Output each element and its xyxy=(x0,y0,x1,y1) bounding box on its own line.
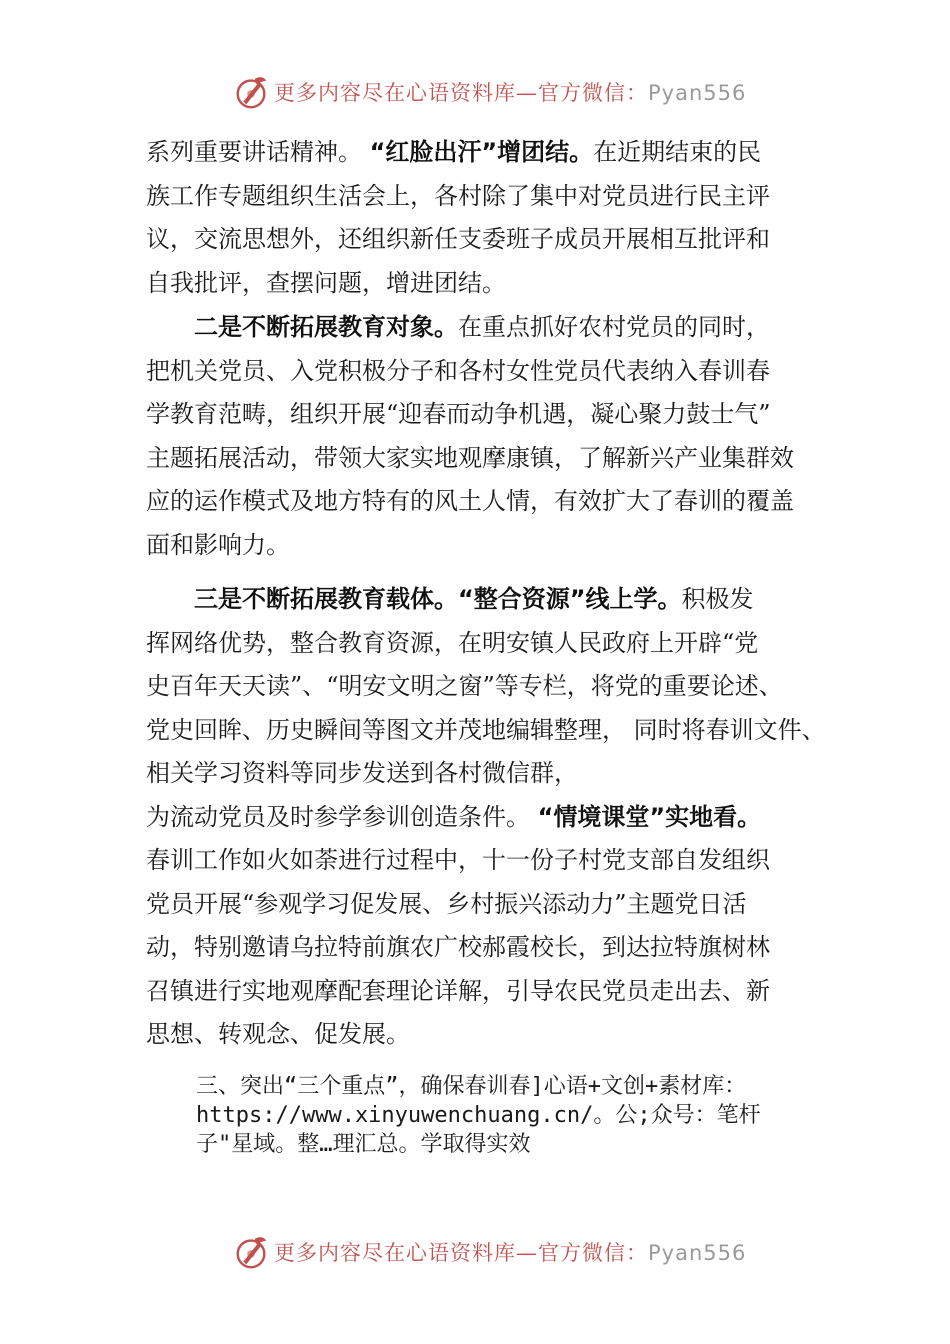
text-line: 主题拓展活动，带领大家实地观摩康镇，了解新兴产业集群效 xyxy=(146,443,794,472)
url-line: https://www.xinyuwenchuang.cn/。公;众号：笔杆 xyxy=(196,1103,761,1128)
footer-banner xyxy=(232,1232,746,1272)
wechat-id: Pyan556 xyxy=(648,81,747,105)
text-line: 学教育范畴，组织开展“迎春而动争机遇，凝心聚力鼓士气” xyxy=(146,400,771,428)
banner-text: 更多内容尽在心语资料库—官方微信： xyxy=(274,81,648,105)
text-line: 史百年天天读”、“明安文明之窗”等专栏，将党的重要论述、 xyxy=(146,672,783,700)
text-line: 系列重要讲话精神。 “红脸出汗”增团结。在近期结束的民 xyxy=(146,138,762,166)
text-line: 二是不断拓展教育对象。在重点抓好农村党员的同时， xyxy=(194,313,770,341)
text-line: 自我批评，查摆问题，增进团结。 xyxy=(146,268,506,297)
bold-heading: 三是不断拓展教育载体。“整合资源”线上学。 xyxy=(194,585,682,613)
bold-heading: “情境课堂”实地看。 xyxy=(537,802,762,831)
text-line: 挥网络优势，整合教育资源，在明安镇人民政府上开辟“党 xyxy=(146,628,759,657)
text-line: 面和影响力。 xyxy=(146,530,290,559)
text-line: 三、突出“三个重点”，确保春训春]心语+文创+素材库： xyxy=(196,1074,747,1099)
text-line: 议，交流思想外，还组织新任支委班子成员开展相互批评和 xyxy=(146,225,770,253)
text-line: 动，特别邀请乌拉特前旗农广校郝霞校长，到达拉特旗树林 xyxy=(146,933,770,961)
paragraph-2 xyxy=(146,306,846,567)
text-line: 把机关党员、入党积极分子和各村女性党员代表纳入春训春 xyxy=(146,356,770,385)
brand-logo-icon xyxy=(232,73,270,111)
text-line: 为流动党员及时参学参训创造条件。 “情境课堂”实地看。 xyxy=(146,802,762,831)
bold-heading: 二是不断拓展教育对象。 xyxy=(194,313,458,341)
wechat-id: Pyan556 xyxy=(648,1241,747,1265)
bold-heading: “红脸出汗”增团结。 xyxy=(369,138,594,166)
paragraph-1 xyxy=(146,131,846,305)
brand-logo-icon xyxy=(232,1233,270,1271)
text-line: 子"星域。整…理汇总。学取得实效 xyxy=(196,1132,531,1157)
banner-text: 更多内容尽在心语资料库—官方微信： xyxy=(274,1241,648,1265)
text-line: 三是不断拓展教育载体。“整合资源”线上学。积极发 xyxy=(194,585,754,613)
footer-note xyxy=(196,1072,846,1159)
text-line: 思想、转观念、促发展。 xyxy=(146,1020,410,1048)
text-line: 党史回眸、历史瞬间等图文并茂地编辑整理， 同时将春训文件、 xyxy=(146,715,826,744)
text-line: 春训工作如火如荼进行过程中，十一份子村党支部自发组织 xyxy=(146,846,770,874)
text-line: 族工作专题组织生活会上，各村除了集中对党员进行民主评 xyxy=(146,181,770,210)
text-line: 相关学习资料等同步发送到各村微信群， xyxy=(146,759,578,787)
paragraph-3 xyxy=(146,578,846,1057)
text-line: 召镇进行实地观摩配套理论详解，引导农民党员走出去、新 xyxy=(146,976,770,1005)
header-banner xyxy=(232,72,746,112)
text-line: 党员开展“参观学习促发展、乡村振兴添动力”主题党日活 xyxy=(146,889,747,918)
text-line: 应的运作模式及地方特有的风土人情，有效扩大了春训的覆盖 xyxy=(146,487,794,515)
